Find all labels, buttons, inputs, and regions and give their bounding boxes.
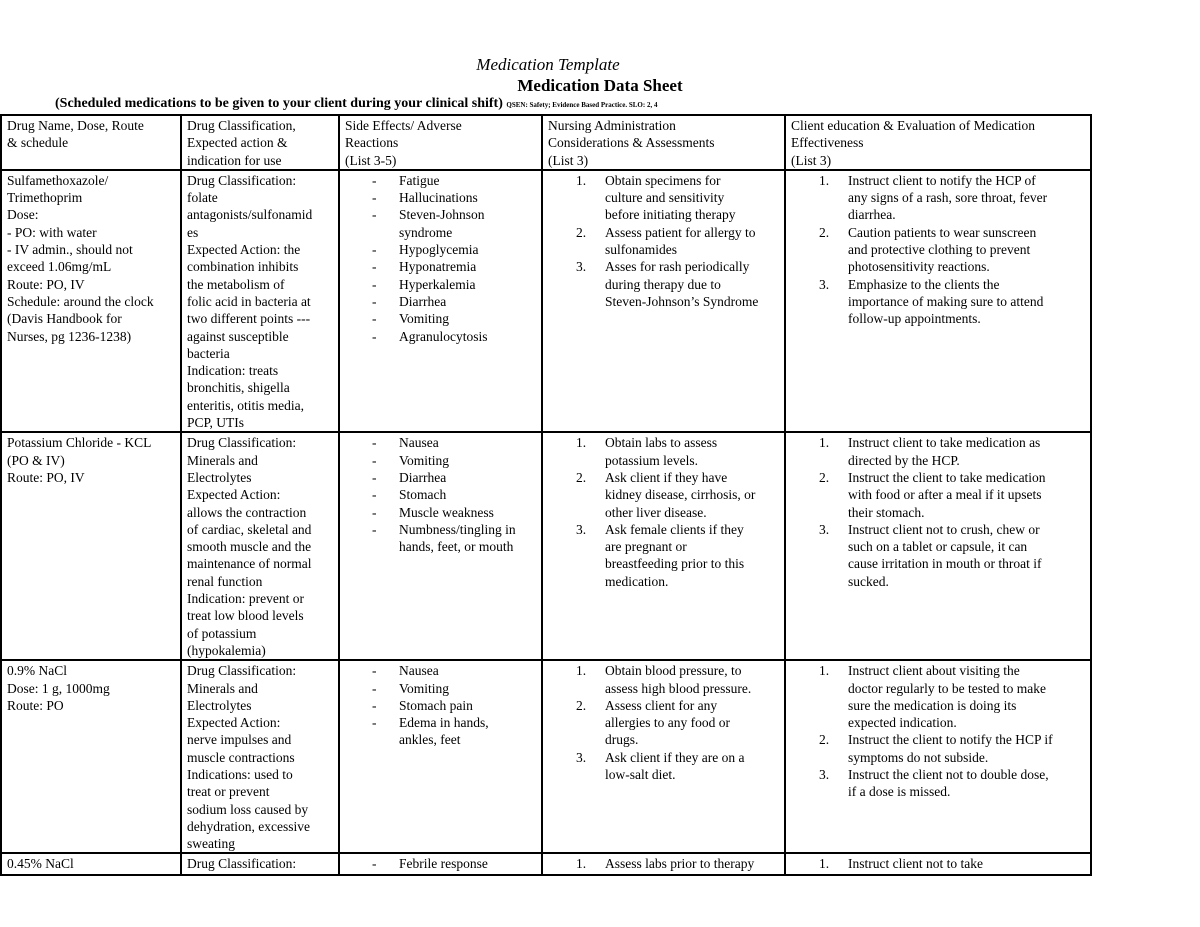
- classification-line: maintenance of normal: [187, 556, 312, 572]
- classification-line: muscle contractions: [187, 749, 295, 765]
- drug-line: Trimethoprim: [7, 190, 83, 206]
- drug-line: - PO: with water: [7, 224, 97, 240]
- column-header-line: Effectiveness: [791, 135, 864, 151]
- nursing-text: Asses for rash periodically: [605, 259, 750, 275]
- column-header-line: Considerations & Assessments: [548, 135, 715, 151]
- drug-line: Route: PO: [7, 697, 64, 713]
- classification-line: smooth muscle and the: [187, 539, 312, 555]
- education-text: Instruct the client to take medication: [848, 469, 1046, 485]
- side-effect-text: Fatigue: [399, 172, 440, 188]
- column-header-line: Reactions: [345, 135, 399, 151]
- nursing-text: Obtain labs to assess: [605, 435, 718, 451]
- education-text: Instruct client to notify the HCP of: [848, 172, 1036, 188]
- side-effect-text: Diarrhea: [399, 293, 447, 309]
- classification-line: es: [187, 224, 199, 240]
- drug-line: exceed 1.06mg/mL: [7, 259, 112, 275]
- drug-cell: [1, 660, 181, 853]
- classification-line: Indications: used to: [187, 766, 293, 782]
- nursing-text: kidney disease, cirrhosis, or: [605, 487, 756, 503]
- classification-line: of potassium: [187, 625, 257, 641]
- side-effect-text: Diarrhea: [399, 469, 447, 485]
- classification-line: bacteria: [187, 345, 230, 361]
- side-effect-item: [345, 241, 536, 258]
- education-text: expected indication.: [848, 715, 957, 731]
- education-text: Instruct client not to crush, chew or: [848, 521, 1040, 537]
- classification-line: dehydration, excessive: [187, 818, 310, 834]
- classification-line: nerve impulses and: [187, 732, 292, 748]
- column-header-3: [339, 115, 542, 170]
- dash-marker: -: [372, 190, 377, 206]
- nursing-text: before initiating therapy: [605, 207, 736, 223]
- dash-marker: -: [372, 663, 377, 679]
- column-header-line: (List 3-5): [345, 152, 397, 168]
- side-effects-cell: [339, 432, 542, 660]
- number-marker: 1.: [819, 663, 830, 679]
- dash-marker: -: [372, 293, 377, 309]
- education-list: [791, 434, 1085, 590]
- education-item: [791, 224, 1085, 276]
- nursing-text: Steven-Johnson’s Syndrome: [605, 293, 759, 309]
- side-effect-text: Nausea: [399, 663, 439, 679]
- header-row: [1, 115, 1091, 170]
- education-text: and protective clothing to prevent: [848, 242, 1031, 258]
- side-effect-item: [345, 189, 536, 206]
- nursing-cell: [542, 660, 785, 853]
- classification-line: treat or prevent: [187, 784, 270, 800]
- drug-line: Dose: 1 g, 1000mg: [7, 680, 110, 696]
- nursing-text: medication.: [605, 573, 669, 589]
- nursing-text: allergies to any food or: [605, 715, 730, 731]
- dash-marker: -: [372, 259, 377, 275]
- classification-cell: [181, 660, 339, 853]
- drug-line: Nurses, pg 1236-1238): [7, 328, 132, 344]
- nursing-text: Obtain specimens for: [605, 172, 721, 188]
- classification-cell: [181, 170, 339, 432]
- side-effect-item: [345, 434, 536, 451]
- education-text: their stomach.: [848, 504, 925, 520]
- education-item: [791, 766, 1085, 801]
- medication-table: [0, 114, 1092, 876]
- side-effects-list: [345, 172, 536, 345]
- education-item: [791, 855, 1085, 872]
- education-cell: [785, 432, 1091, 660]
- dash-marker: -: [372, 207, 377, 223]
- nursing-list: [548, 662, 779, 783]
- dash-marker: -: [372, 452, 377, 468]
- nursing-text: Assess patient for allergy to: [605, 224, 756, 240]
- side-effect-item: [345, 697, 536, 714]
- side-effect-item: [345, 469, 536, 486]
- education-text: such on a tablet or capsule, it can: [848, 539, 1028, 555]
- side-effects-list: [345, 662, 536, 748]
- column-header-2: [181, 115, 339, 170]
- education-text: Instruct the client not to double dose,: [848, 766, 1049, 782]
- classification-line: sweating: [187, 836, 235, 852]
- side-effect-item: [345, 276, 536, 293]
- column-header-line: Nursing Administration: [548, 118, 676, 133]
- sheet-title: Medication Data Sheet: [517, 76, 683, 95]
- column-header-line: (List 3): [548, 152, 589, 168]
- classification-line: bronchitis, shigella: [187, 380, 290, 396]
- nursing-item: [548, 258, 779, 310]
- education-text: cause irritation in mouth or throat if: [848, 556, 1042, 572]
- dash-marker: -: [372, 328, 377, 344]
- dash-marker: -: [372, 504, 377, 520]
- side-effect-text: Hallucinations: [399, 190, 478, 206]
- drug-line: Route: PO, IV: [7, 469, 85, 485]
- side-effect-text: Hyponatremia: [399, 259, 477, 275]
- dash-marker: -: [372, 276, 377, 292]
- drug-line: - IV admin., should not: [7, 242, 133, 258]
- nursing-text: Obtain blood pressure, to: [605, 663, 742, 679]
- side-effect-text: Muscle weakness: [399, 504, 494, 520]
- nursing-text: Ask female clients if they: [605, 521, 744, 537]
- education-item: [791, 521, 1085, 590]
- number-marker: 1.: [819, 856, 830, 872]
- classification-line: Electrolytes: [187, 697, 252, 713]
- number-marker: 3.: [819, 766, 830, 782]
- nursing-text: breastfeeding prior to this: [605, 556, 745, 572]
- side-effect-text: Edema in hands,: [399, 715, 489, 731]
- medication-row: [1, 853, 1091, 875]
- nursing-item: [548, 172, 779, 224]
- nursing-item: [548, 697, 779, 749]
- education-item: [791, 172, 1085, 224]
- side-effect-text: Numbness/tingling in: [399, 521, 516, 537]
- number-marker: 1.: [576, 856, 587, 872]
- education-text: sure the medication is doing its: [848, 697, 1017, 713]
- drug-cell: [1, 170, 181, 432]
- education-text: doctor regularly to be tested to make: [848, 680, 1046, 696]
- education-text: any signs of a rash, sore throat, fever: [848, 190, 1048, 206]
- classification-line: Minerals and: [187, 452, 258, 468]
- nursing-text: are pregnant or: [605, 539, 687, 555]
- drug-line: Sulfamethoxazole/: [7, 172, 109, 188]
- nursing-text: low-salt diet.: [605, 766, 676, 782]
- number-marker: 1.: [576, 435, 587, 451]
- nursing-item: [548, 224, 779, 259]
- nursing-text: other liver disease.: [605, 504, 707, 520]
- side-effect-text: hands, feet, or mouth: [399, 539, 514, 555]
- number-marker: 3.: [576, 521, 587, 537]
- number-marker: 2.: [576, 224, 587, 240]
- side-effect-text: Hypoglycemia: [399, 242, 479, 258]
- classification-line: the metabolism of: [187, 276, 285, 292]
- education-cell: [785, 660, 1091, 853]
- number-marker: 1.: [819, 435, 830, 451]
- classification-line: combination inhibits: [187, 259, 299, 275]
- subtitle-instruction: (Scheduled medications to be given to your client during your clinical shift): [55, 96, 503, 111]
- education-text: Caution patients to wear sunscreen: [848, 224, 1037, 240]
- classification-line: Drug Classification:: [187, 663, 297, 679]
- education-text: directed by the HCP.: [848, 452, 960, 468]
- nursing-cell: [542, 170, 785, 432]
- side-effect-item: [345, 328, 536, 345]
- nursing-text: culture and sensitivity: [605, 190, 725, 206]
- number-marker: 1.: [576, 172, 587, 188]
- column-header-line: Client education & Evaluation of Medication: [791, 118, 1036, 133]
- classification-line: Electrolytes: [187, 469, 252, 485]
- side-effects-cell: [339, 170, 542, 432]
- side-effects-list: [345, 855, 536, 872]
- education-text: with food or after a meal if it upsets: [848, 487, 1042, 503]
- classification-cell: [181, 432, 339, 660]
- education-text: symptoms do not subside.: [848, 749, 989, 765]
- side-effect-item: [345, 662, 536, 679]
- nursing-cell: [542, 853, 785, 875]
- drug-cell: [1, 853, 181, 875]
- classification-line: Expected Action:: [187, 715, 281, 731]
- classification-line: treat low blood levels: [187, 608, 304, 624]
- classification-line: two different points ---: [187, 311, 311, 327]
- classification-line: folate: [187, 190, 218, 206]
- nursing-text: Ask client if they are on a: [605, 749, 745, 765]
- drug-line: 0.9% NaCl: [7, 663, 67, 679]
- nursing-list: [548, 434, 779, 590]
- side-effect-text: Stomach: [399, 487, 447, 503]
- medication-row: [1, 170, 1091, 432]
- nursing-list: [548, 855, 779, 872]
- classification-line: antagonists/sulfonamid: [187, 207, 313, 223]
- column-header-line: Drug Name, Dose, Route: [7, 118, 144, 133]
- classification-line: (hypokalemia): [187, 642, 266, 658]
- dash-marker: -: [372, 487, 377, 503]
- number-marker: 2.: [576, 469, 587, 485]
- nursing-list: [548, 172, 779, 310]
- side-effect-text: Vomiting: [399, 311, 450, 327]
- education-list: [791, 172, 1085, 328]
- number-marker: 3.: [819, 521, 830, 537]
- classification-line: enteritis, otitis media,: [187, 397, 304, 413]
- education-cell: [785, 853, 1091, 875]
- classification-line: Indication: prevent or: [187, 591, 304, 607]
- dash-marker: -: [372, 680, 377, 696]
- column-header-line: Expected action &: [187, 135, 288, 151]
- education-text: if a dose is missed.: [848, 784, 951, 800]
- drug-line: (Davis Handbook for: [7, 311, 122, 327]
- column-header-line: Drug Classification,: [187, 118, 296, 133]
- side-effect-item: [345, 486, 536, 503]
- nursing-item: [548, 749, 779, 784]
- drug-line: Dose:: [7, 207, 39, 223]
- nursing-text: assess high blood pressure.: [605, 680, 752, 696]
- nursing-item: [548, 521, 779, 590]
- dash-marker: -: [372, 242, 377, 258]
- classification-line: renal function: [187, 573, 263, 589]
- dash-marker: -: [372, 856, 377, 872]
- classification-line: Indication: treats: [187, 363, 279, 379]
- education-text: Emphasize to the clients the: [848, 276, 1000, 292]
- education-list: [791, 855, 1085, 872]
- dash-marker: -: [372, 435, 377, 451]
- classification-line: sodium loss caused by: [187, 801, 309, 817]
- classification-line: Expected Action:: [187, 487, 281, 503]
- side-effect-text: Vomiting: [399, 680, 450, 696]
- education-item: [791, 469, 1085, 521]
- side-effect-text: Hyperkalemia: [399, 276, 476, 292]
- classification-line: PCP, UTIs: [187, 415, 245, 431]
- drug-line: (PO & IV): [7, 452, 65, 468]
- side-effect-item: [345, 310, 536, 327]
- side-effects-cell: [339, 853, 542, 875]
- classification-line: Drug Classification:: [187, 435, 297, 451]
- side-effect-item: [345, 206, 536, 241]
- classification-line: Drug Classification:: [187, 856, 297, 872]
- side-effect-item: [345, 172, 536, 189]
- education-list: [791, 662, 1085, 800]
- nursing-text: potassium levels.: [605, 452, 698, 468]
- drug-line: 0.45% NaCl: [7, 856, 74, 872]
- template-title: Medication Template: [476, 55, 620, 74]
- classification-line: of cardiac, skeletal and: [187, 521, 312, 537]
- number-marker: 3.: [576, 749, 587, 765]
- side-effect-item: [345, 258, 536, 275]
- side-effects-list: [345, 434, 536, 555]
- education-text: importance of making sure to attend: [848, 293, 1044, 309]
- dash-marker: -: [372, 469, 377, 485]
- side-effect-item: [345, 452, 536, 469]
- side-effect-item: [345, 680, 536, 697]
- nursing-text: during therapy due to: [605, 276, 721, 292]
- column-header-4: [542, 115, 785, 170]
- number-marker: 2.: [819, 224, 830, 240]
- classification-line: against susceptible: [187, 328, 289, 344]
- subtitle: [55, 96, 657, 112]
- education-item: [791, 276, 1085, 328]
- side-effect-text: Vomiting: [399, 452, 450, 468]
- drug-cell: [1, 432, 181, 660]
- nursing-text: sulfonamides: [605, 242, 677, 258]
- classification-line: folic acid in bacteria at: [187, 293, 311, 309]
- column-header-1: [1, 115, 181, 170]
- side-effects-cell: [339, 660, 542, 853]
- side-effect-text: Agranulocytosis: [399, 328, 488, 344]
- dash-marker: -: [372, 697, 377, 713]
- nursing-text: drugs.: [605, 732, 639, 748]
- side-effect-text: syndrome: [399, 224, 453, 240]
- number-marker: 2.: [819, 469, 830, 485]
- education-item: [791, 731, 1085, 766]
- medication-row: [1, 660, 1091, 853]
- education-text: diarrhea.: [848, 207, 896, 223]
- subtitle-qsen: QSEN: Safety; Evidence Based Practice. SLO: 2, 4: [506, 101, 658, 109]
- education-item: [791, 662, 1085, 731]
- column-header-line: & schedule: [7, 135, 69, 151]
- education-item: [791, 434, 1085, 469]
- side-effect-item: [345, 714, 536, 749]
- medication-row: [1, 432, 1091, 660]
- classification-cell: [181, 853, 339, 875]
- nursing-text: Ask client if they have: [605, 469, 728, 485]
- nursing-item: [548, 434, 779, 469]
- column-header-line: (List 3): [791, 152, 832, 168]
- education-text: Instruct client to take medication as: [848, 435, 1041, 451]
- column-header-5: [785, 115, 1091, 170]
- nursing-text: Assess client for any: [605, 697, 718, 713]
- nursing-cell: [542, 432, 785, 660]
- education-text: photosensitivity reactions.: [848, 259, 990, 275]
- classification-line: Expected Action: the: [187, 242, 301, 258]
- number-marker: 3.: [576, 259, 587, 275]
- side-effect-text: Febrile response: [399, 856, 488, 872]
- column-header-line: Side Effects/ Adverse: [345, 118, 462, 133]
- drug-line: Schedule: around the clock: [7, 293, 154, 309]
- number-marker: 2.: [819, 732, 830, 748]
- drug-line: Route: PO, IV: [7, 276, 85, 292]
- dash-marker: -: [372, 715, 377, 731]
- side-effect-item: [345, 293, 536, 310]
- side-effect-text: Stomach pain: [399, 697, 473, 713]
- column-header-line: indication for use: [187, 152, 282, 168]
- education-text: sucked.: [848, 573, 889, 589]
- side-effect-item: [345, 504, 536, 521]
- nursing-item: [548, 855, 779, 872]
- number-marker: 2.: [576, 697, 587, 713]
- side-effect-text: Nausea: [399, 435, 439, 451]
- number-marker: 3.: [819, 276, 830, 292]
- classification-line: Drug Classification:: [187, 172, 297, 188]
- education-text: follow-up appointments.: [848, 311, 981, 327]
- education-cell: [785, 170, 1091, 432]
- side-effect-text: ankles, feet: [399, 732, 461, 748]
- education-text: Instruct the client to notify the HCP if: [848, 732, 1053, 748]
- nursing-text: Assess labs prior to therapy: [605, 856, 755, 872]
- drug-line: Potassium Chloride - KCL: [7, 435, 152, 451]
- number-marker: 1.: [819, 172, 830, 188]
- side-effect-item: [345, 521, 536, 556]
- number-marker: 1.: [576, 663, 587, 679]
- classification-line: allows the contraction: [187, 504, 307, 520]
- dash-marker: -: [372, 172, 377, 188]
- side-effect-text: Steven-Johnson: [399, 207, 485, 223]
- nursing-item: [548, 469, 779, 521]
- dash-marker: -: [372, 521, 377, 537]
- dash-marker: -: [372, 311, 377, 327]
- side-effect-item: [345, 855, 536, 872]
- education-text: Instruct client not to take: [848, 856, 983, 872]
- nursing-item: [548, 662, 779, 697]
- education-text: Instruct client about visiting the: [848, 663, 1020, 679]
- classification-line: Minerals and: [187, 680, 258, 696]
